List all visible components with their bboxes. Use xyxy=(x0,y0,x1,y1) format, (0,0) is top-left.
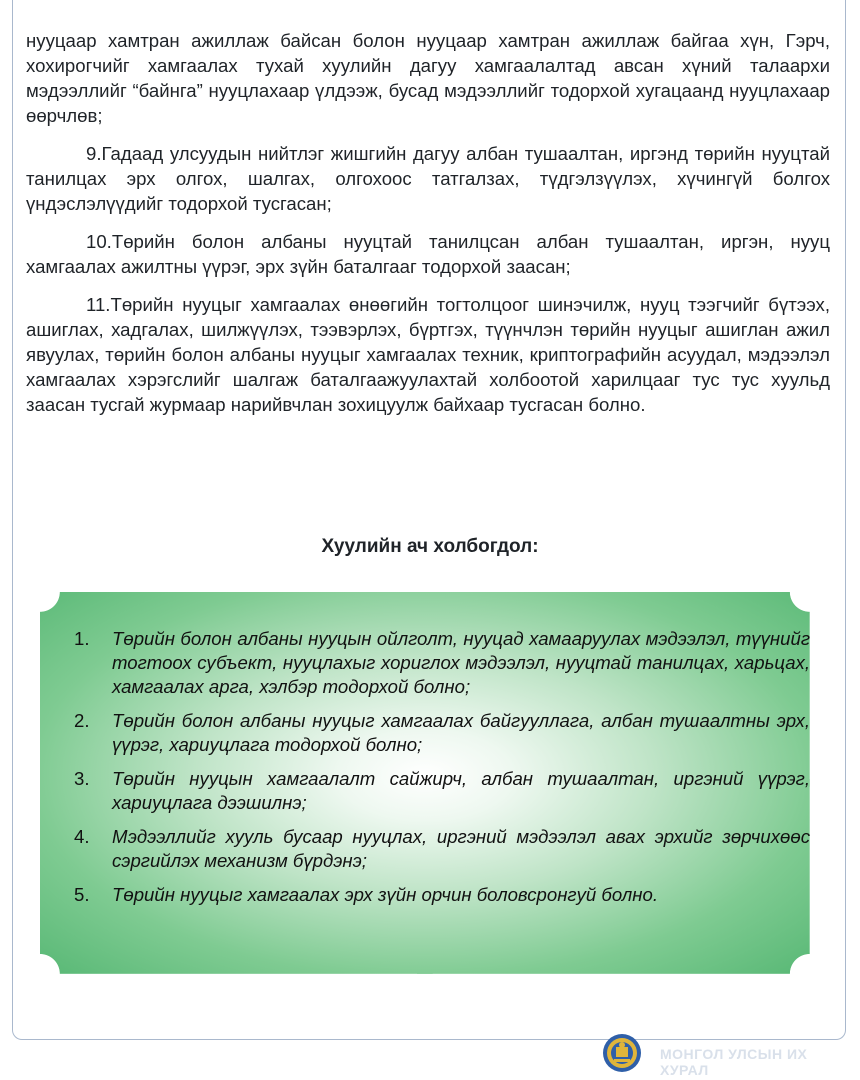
significance-list xyxy=(66,627,810,917)
org-name: МОНГОЛ УЛСЫН ИХ ХУРАЛ xyxy=(660,1046,808,1078)
body-paragraph: 10.Төрийн болон албаны нууцтай танилцсан албан тушаалтан, иргэн, нууц хамгаалах ажилтны үүрэг, эрх зүйн баталгааг тодорхой заасан; xyxy=(26,231,830,277)
state-emblem-icon xyxy=(602,1033,642,1073)
list-item xyxy=(66,825,810,873)
list-item-number: 1. xyxy=(74,628,90,649)
list-item-number: 5. xyxy=(74,884,90,905)
list-item-text: Төрийн нууцын хамгаалалт сайжирч, албан тушаалтан, иргэний үүрэг, хариуцлага дээшилнэ; xyxy=(112,768,810,813)
list-item-text: Төрийн нууцыг хамгаалах эрх зүйн орчин боловсронгуй болно. xyxy=(112,884,659,905)
list-item xyxy=(66,883,810,907)
list-item xyxy=(66,767,810,815)
body-text xyxy=(26,28,830,430)
list-item xyxy=(66,627,810,699)
section-title: Хуулийн ач холбогдол: xyxy=(321,536,539,557)
list-item-number: 4. xyxy=(74,826,90,847)
list-item-text: Төрийн болон албаны нууцын ойлголт, нууцад хамааруулах мэдээлэл, түүнийг тогтоох субъект, нууцлахыг хориглох мэдээлэл, нууцтай танилцах, харьцах, хамгаалах арга, хэлбэр тодорхой болно; xyxy=(112,628,810,697)
list-item-number: 3. xyxy=(74,768,90,789)
list-item xyxy=(66,709,810,757)
list-item-text: Мэдээллийг хууль бусаар нууцлах, иргэний мэдээлэл авах эрхийг зөрчихөөс сэргийлэх механизм бүрдэнэ; xyxy=(112,826,810,871)
body-paragraph: 9.Гадаад улсуудын нийтлэг жишгийн дагуу албан тушаалтан, иргэнд төрийн нууцтай танилцах эрх олгох, шалгах, олгохоос татгалзах, түдгэлзүүлэх, хүчингүй болгох үндэслэлүүдийг тодорхой тусгасан; xyxy=(26,143,830,214)
body-paragraph: 11.Төрийн нууцыг хамгаалах өнөөгийн тогтолцоог шинэчилж, нууц тээгчийг бүтээх, ашиглах, хадгалах, шилжүүлэх, тээвэрлэх, бүртгэх, түүнчлэн төрийн нууцыг ашиглан ажил явуулах, төрийн болон албаны нууцыг хамгаалах техник, криптографийн асуудал, мэдээлэл хамгаалах хэрэгслийг шалгаж баталгаажуулахтай холбоотой харилцааг тус тус хуульд заасан тусгай журмаар нарийвчлан зохицуулж байхаар тусгасан болно. xyxy=(26,294,830,415)
list-item-text: Төрийн болон албаны нууцыг хамгаалах байгууллага, албан тушаалтны эрх, үүрэг, хариуцлага тодорхой болно; xyxy=(112,710,810,755)
list-item-number: 2. xyxy=(74,710,90,731)
body-paragraph: нууцаар хамтран ажиллаж байсан болон нууцаар хамтран ажиллаж байгаа хүн, Гэрч, хохирогчийг хамгаалах тухай хуулийн дагуу хамгаалалтад авсан хүний талаархи мэдээллийг “байнга” нууцлахаар үлдээж, бусад мэдээллийг тодорхой хугацаанд нууцлахаар өөрчлөв; xyxy=(26,30,830,126)
